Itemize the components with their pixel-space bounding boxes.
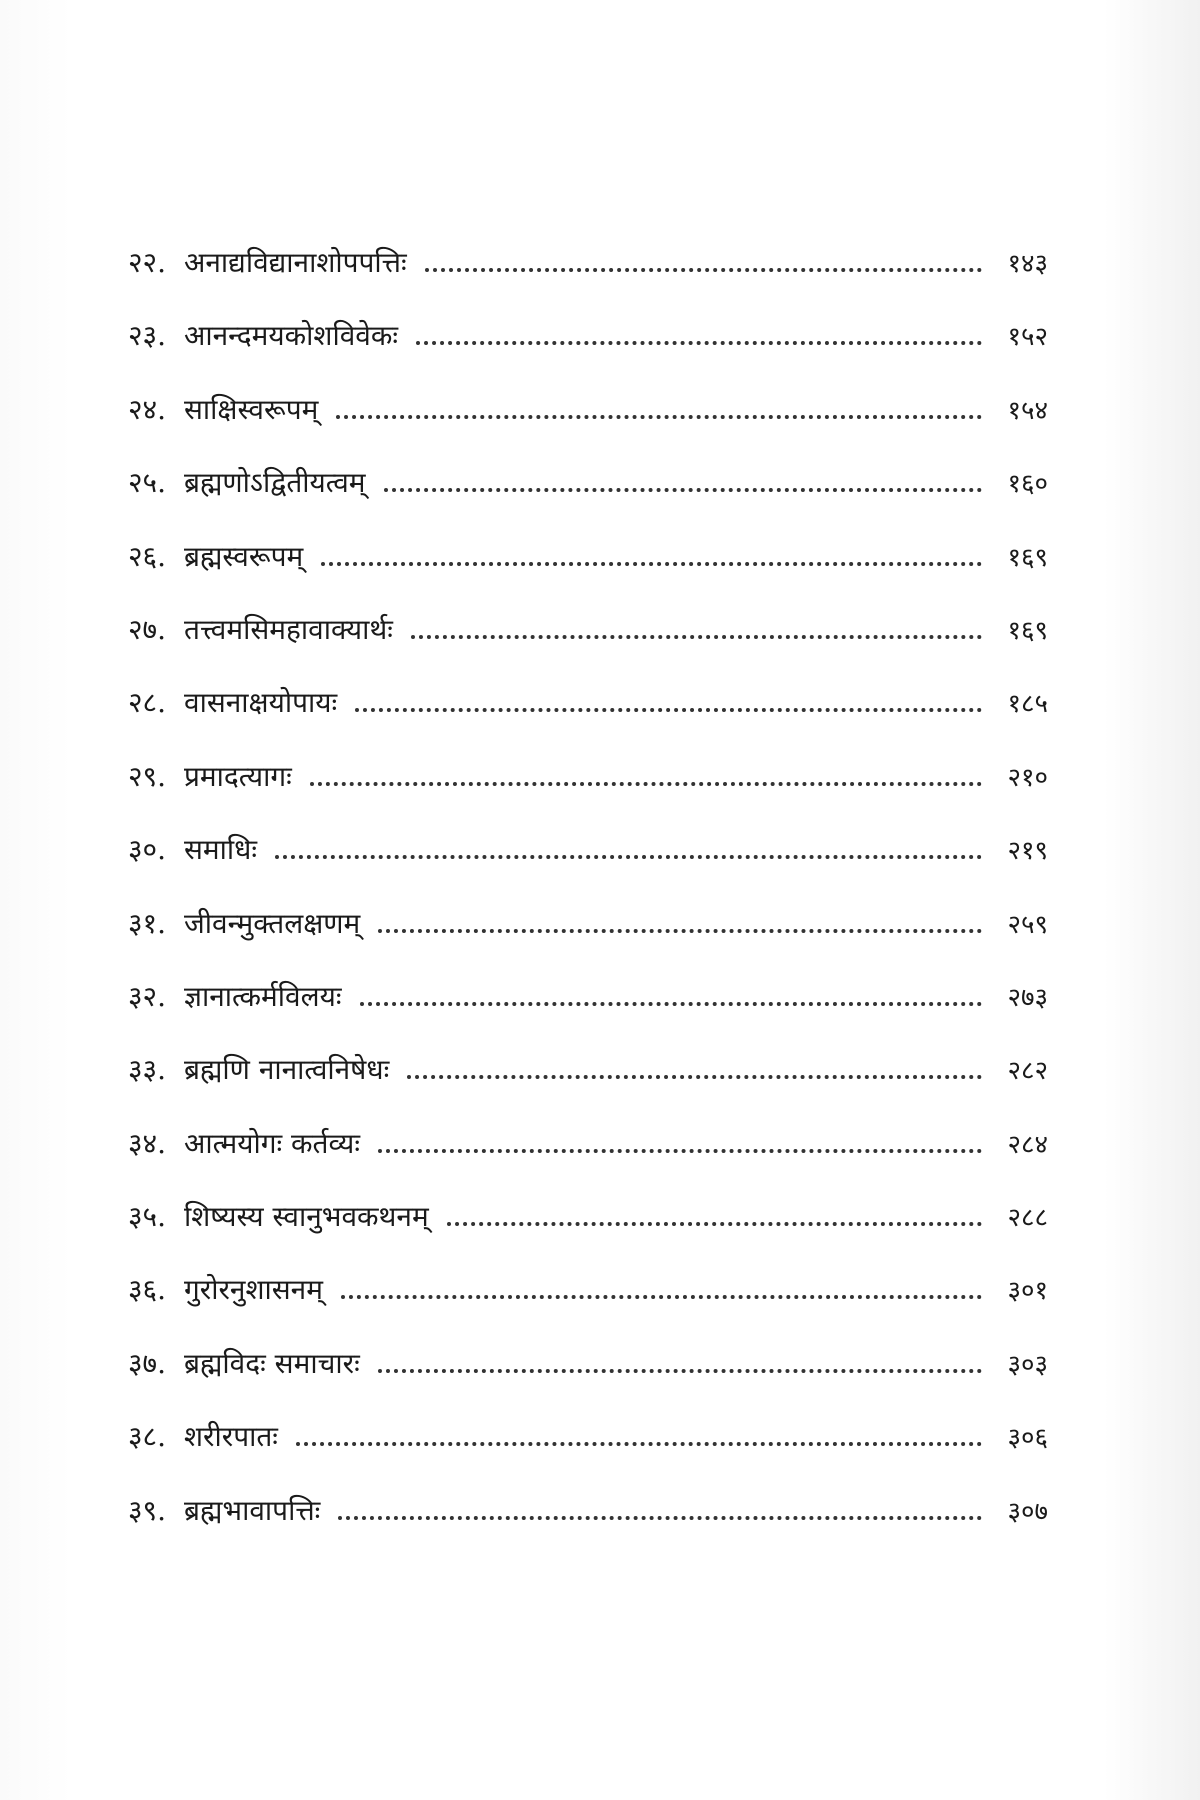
- entry-title: ब्रह्मणि नानात्वनिषेधः: [184, 1053, 390, 1087]
- toc-entry: [128, 1491, 1048, 1564]
- toc-entry: [128, 1050, 1048, 1123]
- entry-title: अनाद्यविद्यानाशोपपत्तिः: [184, 246, 407, 279]
- entry-title: समाधिः: [184, 833, 258, 867]
- entry-page-number: १५४: [1007, 395, 1048, 426]
- dot-leader: [360, 1001, 982, 1006]
- entry-page-number: १५२: [1007, 322, 1048, 353]
- entry-title: आनन्दमयकोशविवेकः: [184, 319, 399, 353]
- dot-leader: [407, 1074, 982, 1079]
- entry-number: २८.: [128, 686, 167, 720]
- entry-title: तत्त्वमसिमहावाक्यार्थः: [184, 612, 393, 646]
- toc-entry: [128, 977, 1048, 1050]
- entry-title: प्रमादत्यागः: [184, 759, 292, 793]
- dot-leader: [425, 267, 982, 272]
- toc-entry: [128, 537, 1048, 610]
- entry-page-number: ३०३: [1007, 1349, 1048, 1380]
- entry-page-number: १८५: [1007, 689, 1048, 720]
- entry-number: २३.: [128, 319, 167, 353]
- dot-leader: [275, 854, 982, 859]
- entry-number: २४.: [128, 392, 167, 426]
- dot-leader: [341, 1294, 982, 1299]
- toc-entry: [128, 390, 1048, 463]
- toc-entry: [128, 1417, 1048, 1490]
- entry-title: वासनाक्षयोपायः: [184, 686, 338, 720]
- entry-number: ३०.: [128, 833, 167, 867]
- entry-page-number: २७३: [1007, 982, 1048, 1013]
- entry-page-number: २८८: [1007, 1203, 1048, 1234]
- toc-entry: [128, 243, 1048, 316]
- entry-title: गुरोरनुशासनम्: [184, 1273, 323, 1307]
- entry-title: ब्रह्मणोऽद्वितीयत्वम्: [184, 466, 366, 500]
- dot-leader: [378, 928, 982, 933]
- dot-leader: [378, 1368, 982, 1373]
- entry-page-number: २८२: [1007, 1056, 1048, 1087]
- entry-page-number: १६०: [1007, 469, 1048, 500]
- toc-entry: [128, 757, 1048, 830]
- entry-number: ३३.: [128, 1053, 167, 1087]
- dot-leader: [378, 1148, 982, 1153]
- entry-page-number: ३०७: [1007, 1496, 1048, 1527]
- entry-number: ३६.: [128, 1273, 167, 1307]
- entry-number: २५.: [128, 466, 167, 500]
- entry-page-number: १६९: [1007, 542, 1048, 573]
- table-of-contents: [128, 243, 1048, 1564]
- dot-leader: [447, 1221, 982, 1226]
- entry-title: शिष्यस्य स्वानुभवकथनम्: [184, 1200, 429, 1234]
- toc-entry: [128, 316, 1048, 389]
- entry-number: ३१.: [128, 906, 167, 940]
- dot-leader: [384, 487, 982, 492]
- entry-page-number: ३०१: [1007, 1276, 1048, 1307]
- entry-number: ३५.: [128, 1200, 167, 1234]
- dot-leader: [310, 781, 982, 786]
- toc-entry: [128, 830, 1048, 903]
- entry-number: ३८.: [128, 1420, 167, 1454]
- dot-leader: [411, 634, 982, 639]
- entry-page-number: ३०६: [1007, 1423, 1048, 1454]
- entry-number: २७.: [128, 612, 167, 646]
- entry-title: ज्ञानात्कर्मविलयः: [184, 979, 342, 1013]
- toc-entry: [128, 1270, 1048, 1343]
- toc-entry: [128, 463, 1048, 536]
- dot-leader: [338, 1515, 982, 1520]
- entry-title: आत्मयोगः कर्तव्यः: [184, 1126, 360, 1160]
- toc-entry: [128, 683, 1048, 756]
- entry-number: २६.: [128, 539, 167, 573]
- dot-leader: [416, 340, 982, 345]
- toc-entry: [128, 610, 1048, 683]
- entry-number: २९.: [128, 759, 167, 793]
- entry-page-number: १६९: [1007, 615, 1048, 646]
- entry-title: साक्षिस्वरूपम्: [184, 392, 319, 426]
- entry-title: ब्रह्मभावापत्तिः: [184, 1493, 321, 1527]
- toc-entry: [128, 1344, 1048, 1417]
- entry-number: २२.: [128, 246, 167, 279]
- entry-title: ब्रह्मविदः समाचारः: [184, 1346, 360, 1380]
- dot-leader: [336, 414, 982, 419]
- dot-leader: [355, 707, 982, 712]
- dot-leader: [321, 561, 982, 566]
- toc-entry: [128, 904, 1048, 977]
- entry-page-number: २१९: [1007, 836, 1048, 867]
- entry-title: जीवन्मुक्तलक्षणम्: [184, 906, 361, 940]
- entry-title: शरीरपातः: [184, 1420, 278, 1454]
- entry-page-number: १४३: [1007, 249, 1048, 279]
- dot-leader: [296, 1441, 982, 1446]
- entry-number: ३९.: [128, 1493, 167, 1527]
- toc-entry: [128, 1197, 1048, 1270]
- entry-page-number: २१०: [1007, 762, 1048, 793]
- entry-page-number: २५९: [1007, 909, 1048, 940]
- entry-number: ३४.: [128, 1126, 167, 1160]
- toc-entry: [128, 1124, 1048, 1197]
- entry-number: ३७.: [128, 1346, 167, 1380]
- entry-title: ब्रह्मस्वरूपम्: [184, 539, 304, 573]
- entry-page-number: २८४: [1007, 1129, 1048, 1160]
- entry-number: ३२.: [128, 979, 167, 1013]
